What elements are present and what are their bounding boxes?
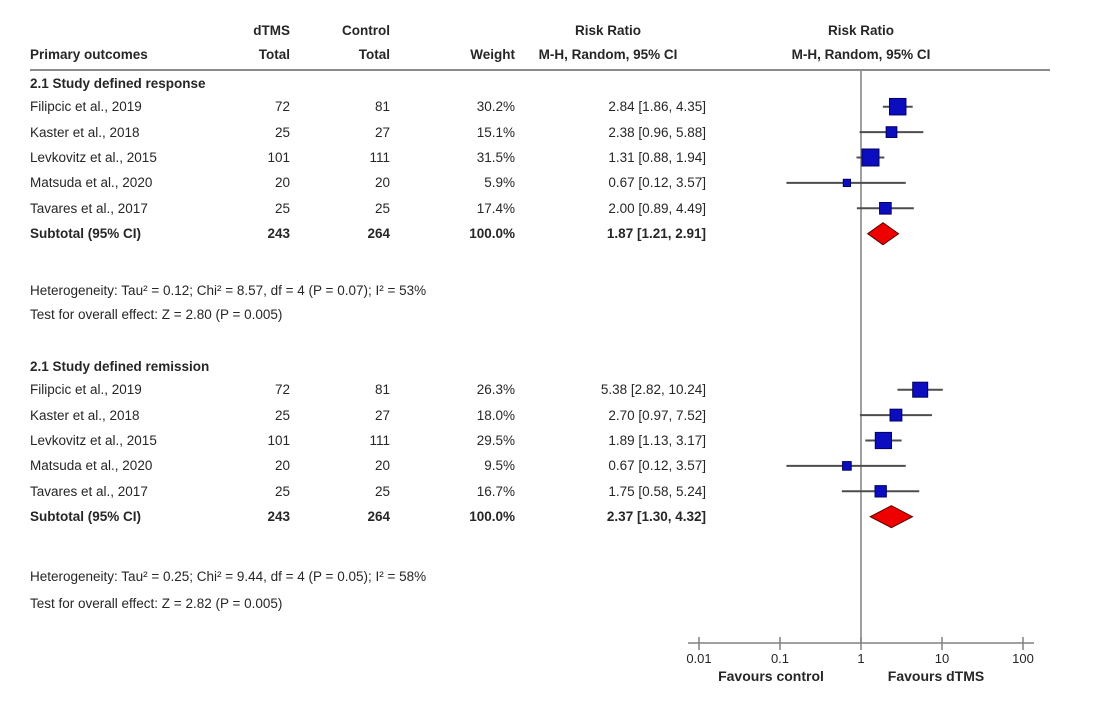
dtms-total-value: 25 [274, 407, 290, 423]
risk-ratio-ci-value: 2.84 [1.86, 4.35] [608, 99, 706, 115]
axis-tick-label: 100 [1012, 651, 1034, 666]
study-label: Kaster et al., 2018 [30, 124, 140, 140]
study-row [0, 94, 1101, 119]
study-row [0, 377, 1101, 402]
dtms-total-value: 101 [267, 149, 290, 165]
control-total-value: 81 [374, 382, 390, 398]
risk-ratio-ci-value: 0.67 [0.12, 3.57] [608, 175, 706, 191]
axis-tick-label: 0.1 [770, 651, 790, 666]
overall-effect-text: Test for overall effect: Z = 2.80 (P = 0.005) [30, 306, 283, 322]
subtotal-dtms-total: 243 [267, 509, 290, 525]
section-heading: 2.1 Study defined remission [30, 358, 210, 374]
favours-dtms-label: Favours dTMS [887, 668, 985, 684]
weight-value: 15.1% [476, 124, 515, 140]
dtms-total-value: 25 [274, 200, 290, 216]
control-total-value: 25 [374, 483, 390, 499]
control-total-value: 25 [374, 200, 390, 216]
risk-ratio-ci-value: 1.75 [0.58, 5.24] [608, 483, 706, 499]
control-total-value: 81 [374, 99, 390, 115]
subtotal-row [0, 221, 1101, 246]
study-label: Levkovitz et al., 2015 [30, 149, 157, 165]
risk-ratio-ci-value: 2.70 [0.97, 7.52] [608, 407, 706, 423]
study-label: Levkovitz et al., 2015 [30, 432, 157, 448]
dtms-total-value: 101 [267, 432, 290, 448]
dtms-total-value: 72 [274, 99, 290, 115]
control-total-value: 111 [369, 149, 390, 165]
dtms-total-value: 20 [274, 458, 290, 474]
weight-value: 26.3% [476, 382, 515, 398]
study-row [0, 479, 1101, 504]
dtms-total-value: 25 [274, 124, 290, 140]
header-mh-random-ci: M-H, Random, 95% CI [538, 46, 678, 62]
header-plot-risk-ratio: Risk Ratio [827, 22, 895, 38]
risk-ratio-ci-value: 2.38 [0.96, 5.88] [608, 124, 706, 140]
header-weight: Weight [470, 46, 515, 62]
study-row [0, 428, 1101, 453]
subtotal-dtms-total: 243 [267, 226, 290, 242]
control-total-value: 27 [374, 124, 390, 140]
weight-value: 9.5% [484, 458, 515, 474]
subtotal-label: Subtotal (95% CI) [30, 509, 142, 525]
dtms-total-value: 72 [274, 382, 290, 398]
weight-value: 30.2% [476, 99, 515, 115]
axis-tick-label: 1 [857, 651, 865, 666]
study-row [0, 170, 1101, 195]
study-label: Matsuda et al., 2020 [30, 175, 153, 191]
dtms-total-value: 25 [274, 483, 290, 499]
subtotal-weight: 100.0% [469, 226, 515, 242]
subtotal-control-total: 264 [367, 226, 390, 242]
overall-effect-text: Test for overall effect: Z = 2.82 (P = 0.005) [30, 595, 283, 611]
header-control-total: Total [358, 46, 390, 62]
subtotal-control-total: 264 [367, 509, 390, 525]
header-dtms: dTMS [253, 22, 290, 38]
subtotal-risk-ratio-ci: 2.37 [1.30, 4.32] [606, 509, 706, 525]
risk-ratio-ci-value: 1.89 [1.13, 3.17] [608, 432, 706, 448]
study-row [0, 402, 1101, 427]
heterogeneity-text: Heterogeneity: Tau² = 0.25; Chi² = 9.44, df = 4 (P = 0.05); I² = 58% [30, 568, 427, 584]
weight-value: 17.4% [476, 200, 515, 216]
weight-value: 16.7% [476, 483, 515, 499]
study-label: Kaster et al., 2018 [30, 407, 140, 423]
axis-tick-label: 10 [934, 651, 950, 666]
subtotal-weight: 100.0% [469, 509, 515, 525]
study-row [0, 453, 1101, 478]
weight-value: 18.0% [476, 407, 515, 423]
study-row [0, 145, 1101, 170]
header-plot-mh-random-ci: M-H, Random, 95% CI [791, 46, 931, 62]
study-label: Filipcic et al., 2019 [30, 382, 142, 398]
study-row [0, 119, 1101, 144]
risk-ratio-ci-value: 0.67 [0.12, 3.57] [608, 458, 706, 474]
header-dtms-total: Total [258, 46, 290, 62]
dtms-total-value: 20 [274, 175, 290, 191]
control-total-value: 111 [369, 432, 390, 448]
study-label: Filipcic et al., 2019 [30, 99, 142, 115]
risk-ratio-ci-value: 2.00 [0.89, 4.49] [608, 200, 706, 216]
favours-control-label: Favours control [718, 668, 824, 684]
header-risk-ratio: Risk Ratio [574, 22, 642, 38]
study-label: Tavares et al., 2017 [30, 483, 148, 499]
header-rule [30, 69, 1050, 71]
control-total-value: 27 [374, 407, 390, 423]
heterogeneity-text: Heterogeneity: Tau² = 0.12; Chi² = 8.57, df = 4 (P = 0.07); I² = 53% [30, 282, 427, 298]
header-control: Control [342, 22, 390, 38]
risk-ratio-ci-value: 1.31 [0.88, 1.94] [608, 149, 706, 165]
subtotal-row [0, 504, 1101, 529]
subtotal-label: Subtotal (95% CI) [30, 226, 142, 242]
control-total-value: 20 [374, 175, 390, 191]
section-heading: 2.1 Study defined response [30, 75, 206, 91]
study-label: Tavares et al., 2017 [30, 200, 148, 216]
axis-tick-label: 0.01 [686, 651, 712, 666]
control-total-value: 20 [374, 458, 390, 474]
weight-value: 31.5% [476, 149, 515, 165]
risk-ratio-ci-value: 5.38 [2.82, 10.24] [600, 382, 706, 398]
subtotal-risk-ratio-ci: 1.87 [1.21, 2.91] [606, 226, 706, 242]
study-row [0, 196, 1101, 221]
weight-value: 5.9% [484, 175, 515, 191]
header-primary-outcomes: Primary outcomes [30, 46, 148, 62]
weight-value: 29.5% [476, 432, 515, 448]
study-label: Matsuda et al., 2020 [30, 458, 153, 474]
